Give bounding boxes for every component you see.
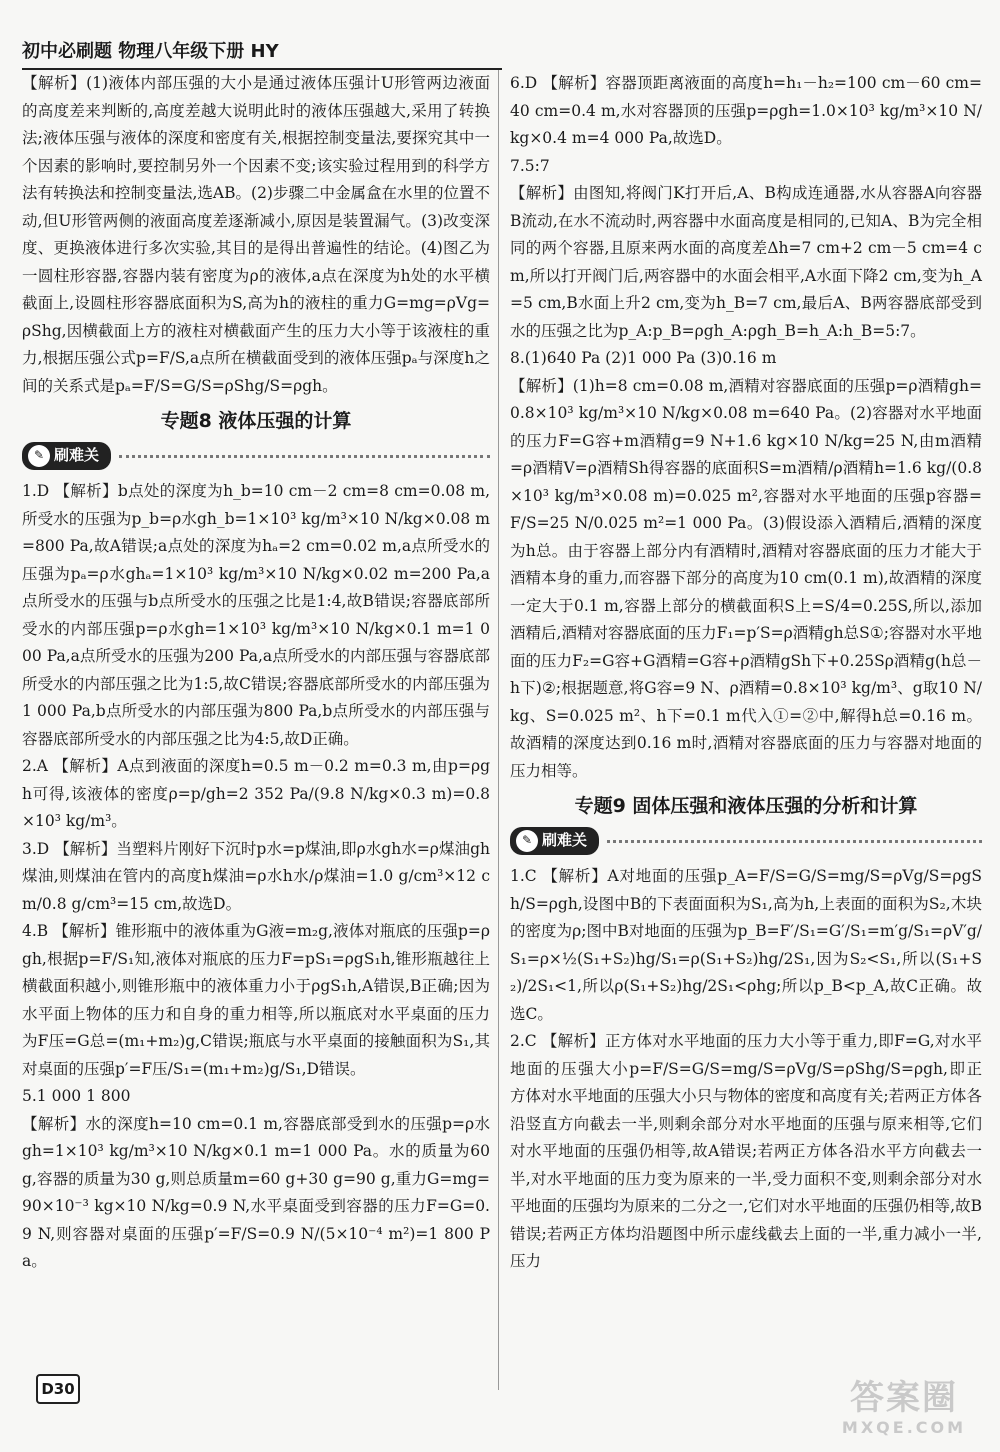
- answer-paragraph: 【解析】由图知,将阀门K打开后,A、B构成连通器,水从容器A向容器B流动,在水不流动时,两容器中水面高度是相同的,已知A、B为完全相同的两个容器,且原来两水面的高度差Δh=7 cm+2 cm－5 cm=4 cm,所以打开阀门后,两容器中的水面会相平,A水面下降2 cm,变为h_A=5 cm,B水面上升2 cm,变为h_B=7 cm,最后A、B两容器底部受到水的压强之比为p_A:p_B=ρgh_A:ρgh_B=h_A:h_B=5:7。: [510, 184, 982, 340]
- answer-paragraph: 5.1 000 1 800: [22, 1087, 131, 1105]
- difficulty-badge: [510, 827, 599, 855]
- answer-paragraph: 2.A 【解析】A点到液面的深度h=0.5 m－0.2 m=0.3 m,由p=ρgh可得,该液体的密度ρ=p/gh=2 352 Pa/(9.8 N/kg×0.3 m)=0.8×10³ kg/m³。: [22, 757, 490, 830]
- dotted-rule: [119, 455, 490, 458]
- right-column: [510, 70, 982, 1276]
- answer-paragraph: 4.B 【解析】锥形瓶中的液体重为G液=m₂g,液体对瓶底的压强p=ρgh,根据p=F/S₁知,液体对瓶底的压力F=pS₁=ρgS₁h,锥形瓶越往上横截面积越小,则锥形瓶中的液体重力小于ρgS₁h,A错误,B正确;因为水平面上物体的压力和自身的重力相等,所以瓶底对水平桌面的压力为F压=G总=(m₁+m₂)g,C错误;瓶底与水平桌面的接触面积为S₁,其对桌面的压强p′=F压/S₁=(m₁+m₂)g/S₁,D错误。: [22, 922, 490, 1078]
- answer-paragraph: 1.D 【解析】b点处的深度为h_b=10 cm－2 cm=8 cm=0.08 m,所受水的压强为p_b=ρ水gh_b=1×10³ kg/m³×10 N/kg×0.08 m=800 Pa,故A错误;a点处的深度为hₐ=2 cm=0.02 m,a点所受水的压强为pₐ=ρ水ghₐ=1×10³ kg/m³×10 N/kg×0.02 m=200 Pa,a点所受水的压强与b点所受水的压强之比是1:4,故B错误;容器底部所受水的内部压强p=ρ水gh=1×10³ kg/m³×10 N/kg×0.1 m=1 000 Pa,a点所受水的压强为200 Pa,a点所受水的内部压强与容器底部所受水的内部压强之比为1:5,故C错误;容器底部所受水的内部压强为1 000 Pa,b点所受水的内部压强为800 Pa,b点所受水的内部压强与容器底部所受水的内部压强之比为4:5,故D正确。: [22, 482, 490, 748]
- answer-paragraph: 1.C 【解析】A对地面的压强p_A=F/S=G/S=mg/S=ρVg/S=ρgSh/S=ρgh,设图中B的下表面面积为S₁,高为h,上表面的面积为S₂,木块的密度为ρ;图中B对地面的压强为p_B=F′/S₁=G′/S₁=m′g/S₁=ρV′g/S₁=ρ×½(S₁+S₂)hg/S₁=ρ(S₁+S₂)hg/2S₁,因为S₂<S₁,所以(S₁+S₂)/2S₁<1,所以ρ(S₁+S₂)hg/2S₁<ρhg;所以p_B<p_A,故C正确。故选C。: [510, 867, 982, 1023]
- left-column: [22, 70, 490, 1276]
- watermark-text: 答案圈: [850, 1378, 958, 1418]
- column-divider: [498, 70, 499, 1390]
- dotted-rule: [607, 840, 982, 843]
- difficulty-badge-label: 刷难关: [54, 446, 100, 465]
- answer-paragraph: 8.(1)640 Pa (2)1 000 Pa (3)0.16 m: [510, 349, 777, 367]
- watermark-domain: MXQE.COM: [841, 1418, 967, 1437]
- watermark-logo: [824, 1378, 984, 1442]
- section-title: 专题8 液体压强的计算: [160, 410, 352, 432]
- answer-paragraph: 3.D 【解析】当塑料片刚好下沉时p水=p煤油,即ρ水gh水=ρ煤油gh煤油,则煤油在管内的高度h煤油=ρ水h水/ρ煤油=1.0 g/cm³×12 cm/0.8 g/cm³=15 cm,故选D。: [22, 839, 490, 913]
- section-title: 专题9 固体压强和液体压强的分析和计算: [574, 795, 918, 817]
- answer-paragraph: 【解析】(1)h=8 cm=0.08 m,酒精对容器底面的压强p=ρ酒精gh=0.8×10³ kg/m³×10 N/kg×0.08 m=640 Pa。(2)容器对水平地面的压力F=G容+m酒精g=9 N+1.6 kg×10 N/kg=25 N,由m酒精=ρ酒精V=ρ酒精Sh得容器的底面积S=m酒精/ρ酒精h=1.6 kg/(0.8×10³ kg/m³×0.08 m)=0.025 m²,容器对水平地面的压强p容器=F/S=25 N/0.025 m²=1 000 Pa。(3)假设添入酒精后,酒精的深度为h总。由于容器上部分内有酒精时,酒精对容器底面的压力才能大于酒精本身的重力,而容器下部分的高度为10 cm(0.1 m),故酒精的深度一定大于0.1 m,容器上部分的横截面积S上=S/4=0.25S,所以,添加酒精后,酒精对容器底面的压力F₁=p′S=ρ酒精gh总S①;容器对水平地面的压力F₂=G容+G酒精=G容+ρ酒精gSh下+0.25Sρ酒精g(h总－h下)②;根据题意,将G容=9 N、ρ酒精=0.8×10³ kg/m³、g取10 N/kg、S=0.025 m²、h下=0.1 m代入①=②中,解得h总=0.16 m。故酒精的深度达到0.16 m时,酒精对容器底面的压力与容器对地面的压力相等。: [510, 376, 982, 780]
- answer-paragraph: 2.C 【解析】正方体对水平地面的压力大小等于重力,即F=G,对水平地面的压强大小p=F/S=G/S=mg/S=ρVg/S=ρShg/S=ρgh,即正方体对水平地面的压强大小只与物体的密度和高度有关;若两正方体各沿竖直方向截去一半,则剩余部分对水平地面的压强与原来相等,它们对水平地面的压强仍相等,故A错误;若两正方体各沿水平方向截去一半,对水平地面的压力变为原来的一半,受力面积不变,则剩余部分对水平地面的压强均为原来的二分之一,它们对水平地面的压强仍相等,故B错误;若两正方体均沿题图中所示虚线截去上面的一半,重力减小一半,压力: [510, 1032, 982, 1270]
- answer-paragraph: 【解析】(1)液体内部压强的大小是通过液体压强计U形管两边液面的高度差来判断的,高度差越大说明此时的液体压强越大,采用了转换法;液体压强与液体的深度和密度有关,根据控制变量法,要探究其中一个因素的影响时,要控制另外一个因素不变;该实验过程用到的科学方法有转换法和控制变量法,选AB。(2)步骤二中金属盒在水里的位置不动,但U形管两侧的液面高度差逐渐减小,原因是装置漏气。(3)改变深度、更换液体进行多次实验,其目的是得出普遍性的结论。(4)图乙为一圆柱形容器,容器内装有密度为ρ的液体,a点在深度为h处的水平横截面上,设圆柱形容器底面积为S,高为h的液柱的重力G=mg=ρVg=ρShg,因横截面上方的液柱对横截面产生的压力大小等于该液柱的重力,根据压强公式p=F/S,a点所在横截面受到的液体压强pₐ与深度h之间的关系式是pₐ=F/S=G/S=ρShg/S=ρgh。: [22, 74, 490, 395]
- difficulty-badge-label: 刷难关: [542, 831, 588, 850]
- brush-icon: ✎: [516, 830, 538, 852]
- difficulty-badge-row: [510, 825, 982, 857]
- answer-paragraph: 7.5:7: [510, 156, 550, 175]
- difficulty-badge: [22, 442, 111, 470]
- page-number: D30: [36, 1374, 80, 1404]
- page-header: 初中必刷题 物理八年级下册 HY: [22, 36, 502, 70]
- answer-paragraph: 【解析】水的深度h=10 cm=0.1 m,容器底部受到水的压强p=ρ水gh=1×10³ kg/m³×10 N/kg×0.1 m=1 000 Pa。水的质量为60 g,容器的质量为30 g,则总质量m=60 g+30 g=90 g,重力G=mg=90×10⁻³ kg×10 N/kg=0.9 N,水平桌面受到容器的压力F=G=0.9 N,则容器对桌面的压强p′=F/S=0.9 N/(5×10⁻⁴ m²)=1 800 Pa。: [22, 1114, 490, 1270]
- difficulty-badge-row: [22, 440, 490, 472]
- answer-paragraph: 6.D 【解析】容器顶距离液面的高度h=h₁－h₂=100 cm－60 cm=40 cm=0.4 m,水对容器顶的压强p=ρgh=1.0×10³ kg/m³×10 N/kg×0.4 m=4 000 Pa,故选D。: [510, 74, 982, 147]
- brush-icon: ✎: [28, 445, 50, 467]
